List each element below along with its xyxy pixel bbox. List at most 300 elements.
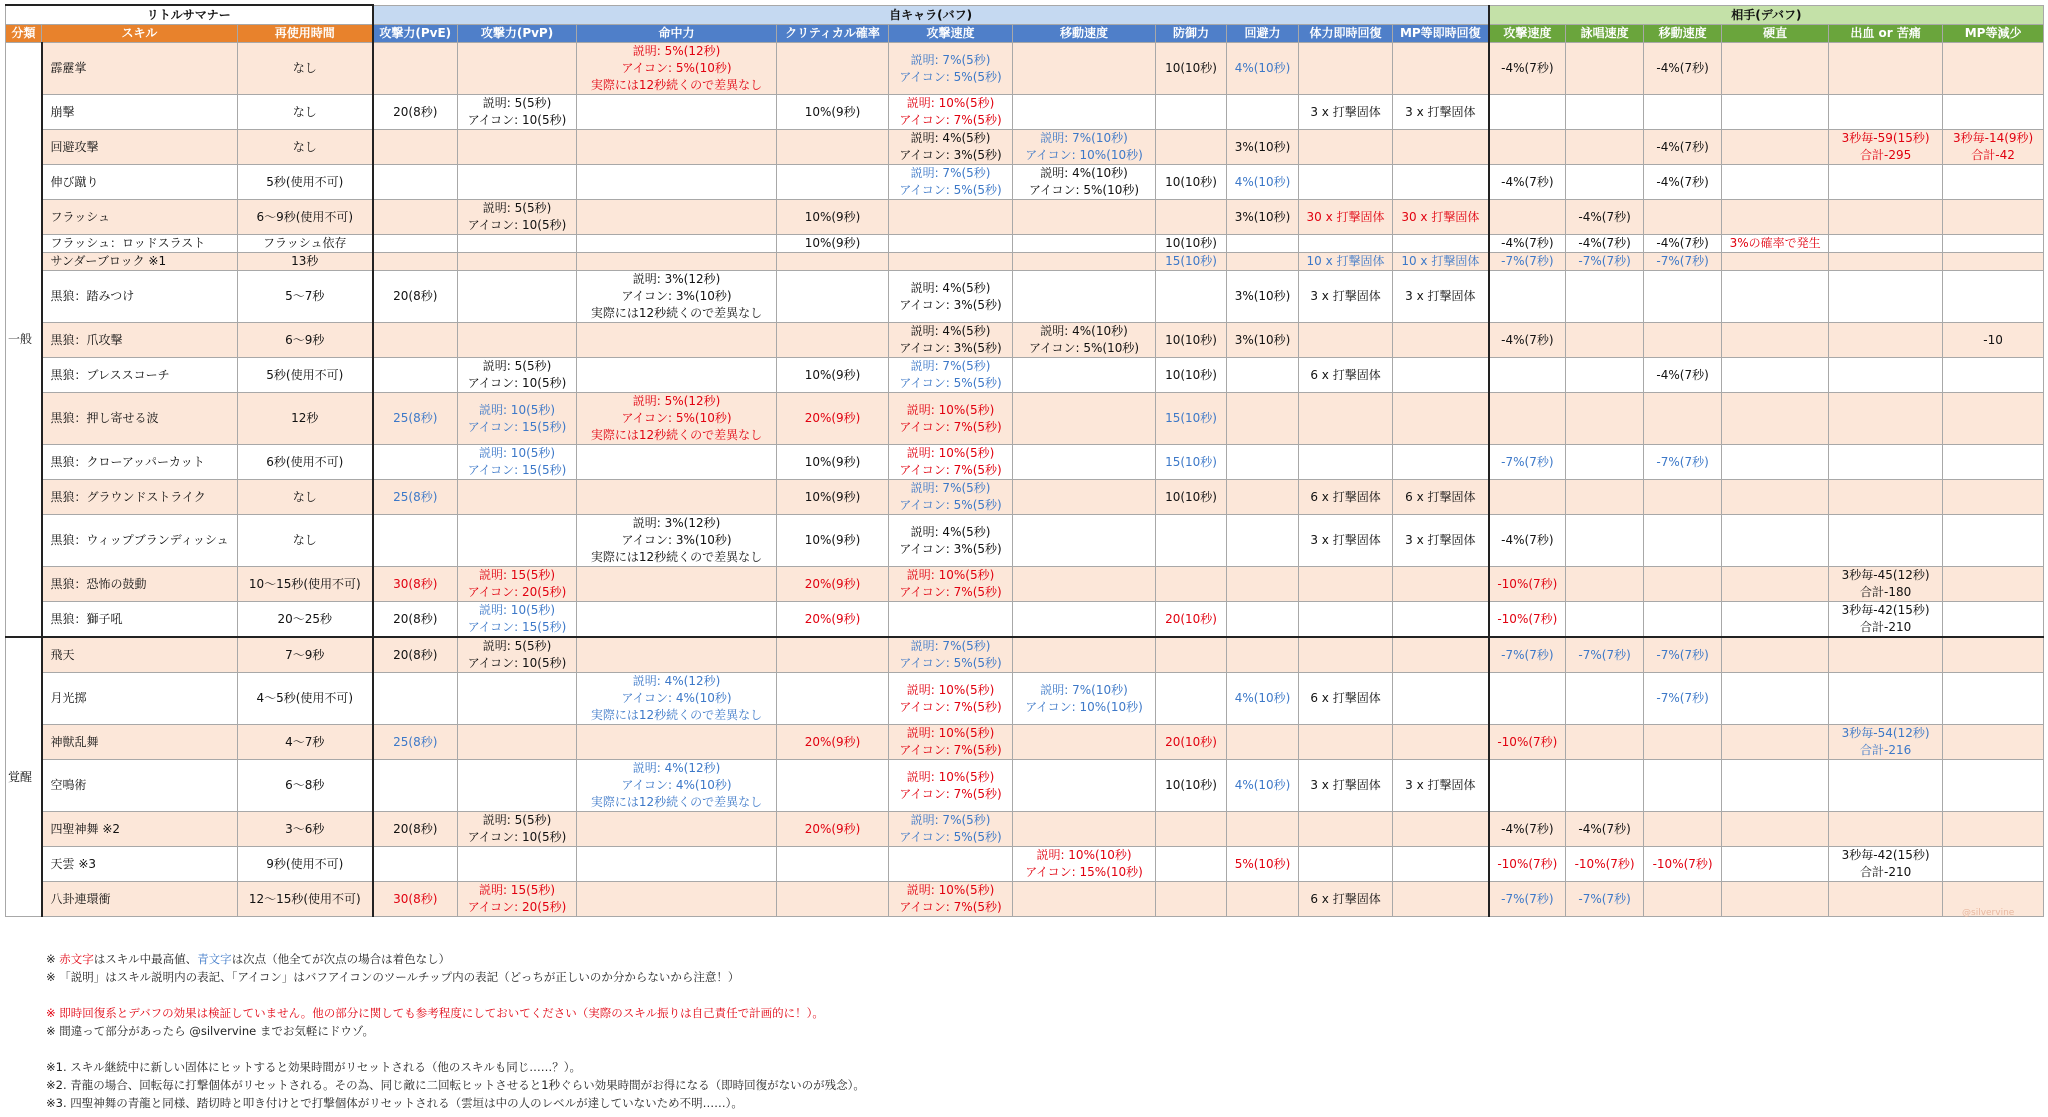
value-cell [1156, 725, 1227, 760]
value-cell [1566, 130, 1644, 165]
skill-name: 天雲 ※3 [42, 847, 238, 882]
cooldown: 12秒 [238, 393, 373, 445]
value-cell: 3 x 打撃固体 [1393, 271, 1489, 323]
value-cell [1489, 673, 1566, 725]
value-cell [1299, 567, 1393, 602]
value-cell [1644, 253, 1722, 271]
skill-name: 空鳴術 [42, 760, 238, 812]
value-cell [458, 393, 577, 445]
value-cell [889, 725, 1013, 760]
value-cell [1227, 882, 1299, 917]
value-line: 説明: 10%(5秒) [906, 568, 995, 582]
value-line: アイコン: 7%(5秒) [899, 585, 1002, 599]
value-line: アイコン: 10%(10秒) [1025, 699, 1143, 714]
value-cell [1644, 95, 1722, 130]
value-line: 説明: 4%(5秒) [910, 131, 991, 145]
value-line: 説明: 4%(10秒) [1040, 166, 1128, 180]
value-line: 4%(10秒) [1234, 174, 1291, 189]
table-row [6, 847, 2044, 882]
value-cell [1299, 725, 1393, 760]
value-cell [1943, 200, 2044, 235]
value-cell [1393, 253, 1489, 271]
value-cell [1393, 602, 1489, 638]
value-cell [1943, 43, 2044, 95]
value-line: アイコン: 3%(5秒) [899, 297, 1002, 312]
value-cell [889, 515, 1013, 567]
value-cell [577, 130, 777, 165]
value-line: -10%(7秒) [1574, 856, 1635, 871]
value-cell [577, 95, 777, 130]
value-line: 25(8秒) [393, 734, 438, 749]
table-row [6, 637, 2044, 673]
value-cell [1644, 882, 1722, 917]
skill-name: 伸び蹴り [42, 165, 238, 200]
value-line: 5%(10秒) [1234, 856, 1291, 871]
value-line: -7%(7秒) [1501, 647, 1554, 662]
cooldown: 6～8秒 [238, 760, 373, 812]
table-row [6, 567, 2044, 602]
value-cell [889, 393, 1013, 445]
footnote-segment: ※ [46, 952, 60, 966]
value-cell [1299, 130, 1393, 165]
value-cell [1644, 725, 1722, 760]
value-cell [1943, 673, 2044, 725]
value-cell [1013, 253, 1156, 271]
footnote-line [46, 1022, 865, 1040]
value-cell [373, 882, 458, 917]
value-cell [577, 393, 777, 445]
cooldown: 5秒(使用不可) [238, 165, 373, 200]
value-cell [1227, 95, 1299, 130]
value-cell [1829, 165, 1943, 200]
column-header: 出血 or 苦痛 [1829, 25, 1943, 43]
value-line: 15(10秒) [1165, 254, 1217, 268]
value-line: アイコン: 10(5秒) [467, 113, 567, 127]
value-line: 20%(9秒) [804, 821, 861, 836]
value-cell [1227, 602, 1299, 638]
value-cell [1393, 847, 1489, 882]
value-line: 説明: 4%(5秒) [910, 280, 991, 295]
value-cell [373, 323, 458, 358]
column-header: スキル [42, 25, 238, 43]
value-cell [1299, 602, 1393, 638]
skill-name: 崩撃 [42, 95, 238, 130]
value-cell: 6 x 打撃固体 [1299, 882, 1393, 917]
value-cell [458, 271, 577, 323]
value-line: 4%(10秒) [1234, 691, 1291, 705]
value-cell [1013, 323, 1156, 358]
skill-name: サンダーブロック ※1 [42, 253, 238, 271]
value-line: 合計-216 [1859, 743, 1912, 757]
value-cell [1013, 358, 1156, 393]
value-cell [1943, 393, 2044, 445]
value-line: アイコン: 3%(10秒) [621, 533, 732, 547]
value-cell [1722, 480, 1829, 515]
value-line: 15(10秒) [1165, 454, 1217, 469]
value-cell [1566, 393, 1644, 445]
value-line: 説明: 10%(5秒) [906, 402, 995, 417]
value-line: -7%(7秒) [1656, 454, 1709, 469]
value-cell [777, 165, 889, 200]
value-cell [1299, 812, 1393, 847]
value-line: -7%(7秒) [1656, 691, 1709, 705]
value-line: 実際には12秒続くので差異なし [590, 78, 763, 92]
skill-name: 黒狼：獅子吼 [42, 602, 238, 638]
value-line: 説明: 7%(5秒) [910, 481, 991, 495]
column-header: 攻撃速度 [1489, 25, 1566, 43]
value-line: アイコン: 7%(5秒) [899, 419, 1002, 434]
column-header: クリティカル確率 [777, 25, 889, 43]
value-cell [1566, 515, 1644, 567]
value-cell [1722, 253, 1829, 271]
value-line: 説明: 3%(12秒) [632, 516, 721, 530]
value-line: -7%(7秒) [1578, 891, 1631, 906]
cooldown: なし [238, 130, 373, 165]
value-line: 合計-210 [1859, 620, 1912, 634]
value-line: アイコン: 10%(10秒) [1025, 148, 1143, 162]
value-cell [1829, 323, 1943, 358]
column-header-row [6, 25, 2044, 43]
value-line: アイコン: 7%(5秒) [899, 743, 1002, 757]
value-cell [1644, 200, 1722, 235]
value-line: 説明: 15(5秒) [478, 568, 556, 582]
value-cell: 3%(10秒) [1227, 323, 1299, 358]
footnote-line [46, 1040, 865, 1058]
skill-name: 黒狼：恐怖の鼓動 [42, 567, 238, 602]
value-line: 説明: 5%(12秒) [632, 394, 721, 408]
value-cell [777, 673, 889, 725]
value-line: アイコン: 15%(10秒) [1025, 865, 1143, 879]
cooldown: 6秒(使用不可) [238, 445, 373, 480]
value-line: 3秒毎-14(9秒) [1952, 131, 2034, 145]
cooldown: 5秒(使用不可) [238, 358, 373, 393]
value-cell [577, 271, 777, 323]
value-line: 説明: 7%(10秒) [1040, 131, 1128, 145]
value-line: アイコン: 5%(5秒) [899, 183, 1002, 197]
value-cell [577, 673, 777, 725]
value-cell [1299, 235, 1393, 253]
cooldown: 5～7秒 [238, 271, 373, 323]
table-row [6, 812, 2044, 847]
value-cell [458, 235, 577, 253]
cooldown: 9秒(使用不可) [238, 847, 373, 882]
value-cell [373, 393, 458, 445]
value-cell [1489, 358, 1566, 393]
value-cell [577, 812, 777, 847]
value-cell [1227, 725, 1299, 760]
value-line: -10%(7秒) [1497, 856, 1558, 871]
column-header: 防御力 [1156, 25, 1227, 43]
value-line: 実際には12秒続くので差異なし [590, 795, 763, 809]
value-cell: 3 x 打撃固体 [1299, 760, 1393, 812]
value-cell [1156, 393, 1227, 445]
value-cell [1013, 271, 1156, 323]
value-cell [458, 323, 577, 358]
value-line: 4%(10秒) [1234, 61, 1291, 75]
value-cell [1943, 847, 2044, 882]
value-cell [577, 165, 777, 200]
value-cell [373, 165, 458, 200]
value-line: -7%(7秒) [1656, 647, 1709, 662]
category-cell: 一般 [6, 43, 42, 638]
footnote-line [46, 1076, 865, 1094]
footnote-line [46, 1058, 865, 1076]
value-cell: -4%(7秒) [1489, 235, 1566, 253]
value-cell [1156, 95, 1227, 130]
value-line: アイコン: 4%(10秒) [621, 778, 732, 792]
value-cell [1566, 847, 1644, 882]
value-cell [1489, 95, 1566, 130]
value-cell [889, 602, 1013, 638]
value-cell: 3 x 打撃固体 [1299, 515, 1393, 567]
value-cell [1943, 235, 2044, 253]
value-line: -10%(7秒) [1497, 611, 1558, 626]
table-row [6, 480, 2044, 515]
value-cell [458, 567, 577, 602]
value-cell [889, 445, 1013, 480]
value-cell: 10%(9秒) [777, 445, 889, 480]
value-line: アイコン: 3%(5秒) [899, 341, 1002, 355]
value-cell: -4%(7秒) [1489, 323, 1566, 358]
value-cell [1722, 165, 1829, 200]
value-cell [373, 515, 458, 567]
value-cell [1943, 253, 2044, 271]
value-cell [1489, 847, 1566, 882]
value-cell [1943, 358, 2044, 393]
footnotes [46, 950, 865, 1112]
value-cell [577, 358, 777, 393]
value-cell [889, 95, 1013, 130]
category-cell: 覚醒 [6, 637, 42, 917]
value-cell [1227, 253, 1299, 271]
value-cell [373, 480, 458, 515]
cooldown: 7～9秒 [238, 637, 373, 673]
value-cell [1489, 253, 1566, 271]
value-line: 合計-42 [1971, 148, 2015, 162]
value-cell [1943, 725, 2044, 760]
value-cell [577, 515, 777, 567]
value-cell [1489, 637, 1566, 673]
cooldown: なし [238, 43, 373, 95]
value-cell [577, 637, 777, 673]
value-line: -7%(7秒) [1578, 254, 1631, 268]
value-line: アイコン: 7%(5秒) [899, 786, 1002, 801]
value-line: 4%(10秒) [1234, 778, 1291, 792]
value-line: 合計-295 [1859, 148, 1912, 162]
value-cell [1722, 725, 1829, 760]
value-cell [1644, 480, 1722, 515]
column-header: 再使用時間 [238, 25, 373, 43]
value-cell [577, 882, 777, 917]
value-cell [1156, 253, 1227, 271]
value-cell [1644, 602, 1722, 638]
value-cell: -4%(7秒) [1566, 200, 1644, 235]
value-line: アイコン: 5%(10秒) [621, 411, 732, 425]
table-row [6, 445, 2044, 480]
group-target-debuff: 相手(デバフ) [1489, 5, 2044, 25]
value-line: アイコン: 20(5秒) [467, 900, 567, 914]
value-cell: -4%(7秒) [1566, 235, 1644, 253]
skill-name: 黒狼：グラウンドストライク [42, 480, 238, 515]
value-cell [1489, 760, 1566, 812]
value-cell [1722, 567, 1829, 602]
value-cell [1156, 812, 1227, 847]
value-cell [458, 760, 577, 812]
value-cell: 3 x 打撃固体 [1393, 515, 1489, 567]
value-cell: 20(8秒) [373, 637, 458, 673]
cooldown: 4～5秒(使用不可) [238, 673, 373, 725]
value-line: アイコン: 20(5秒) [467, 585, 567, 599]
value-cell [1156, 271, 1227, 323]
value-cell [777, 602, 889, 638]
value-cell [1489, 602, 1566, 638]
value-line: 合計-180 [1859, 585, 1912, 599]
value-cell [1393, 725, 1489, 760]
skill-name: 黒狼：ウィップブランディッシュ [42, 515, 238, 567]
value-cell: 6 x 打撃固体 [1299, 480, 1393, 515]
value-line: 30 x 打撃固体 [1306, 209, 1385, 224]
value-cell [373, 673, 458, 725]
value-line: 説明: 3%(12秒) [632, 272, 721, 286]
cooldown: なし [238, 480, 373, 515]
value-cell [577, 43, 777, 95]
value-line: 説明: 4%(12秒) [632, 674, 721, 688]
value-cell [1013, 445, 1156, 480]
value-cell [577, 602, 777, 638]
value-cell [1829, 445, 1943, 480]
value-line: 10 x 打撃固体 [1401, 254, 1480, 268]
value-cell [1227, 445, 1299, 480]
value-cell: -4%(7秒) [1489, 43, 1566, 95]
value-cell [889, 480, 1013, 515]
value-cell [1829, 602, 1943, 638]
value-line: -7%(7秒) [1578, 647, 1631, 662]
value-cell [1566, 95, 1644, 130]
value-cell [1722, 200, 1829, 235]
skill-name: 飛天 [42, 637, 238, 673]
value-cell [1829, 882, 1943, 917]
value-cell [1156, 847, 1227, 882]
value-cell: 3 x 打撃固体 [1393, 95, 1489, 130]
value-cell [1013, 200, 1156, 235]
value-cell [1013, 235, 1156, 253]
value-cell [458, 43, 577, 95]
value-line: アイコン: 15(5秒) [467, 620, 567, 634]
value-cell: 3%(10秒) [1227, 130, 1299, 165]
value-cell [1393, 567, 1489, 602]
value-cell [1644, 271, 1722, 323]
value-line: -10%(7秒) [1497, 734, 1558, 749]
value-cell: -4%(7秒) [1644, 235, 1722, 253]
value-cell [1722, 393, 1829, 445]
value-cell [1722, 358, 1829, 393]
value-cell [777, 812, 889, 847]
value-cell: 20(8秒) [373, 602, 458, 638]
value-line: 実際には12秒続くので差異なし [590, 428, 763, 442]
value-cell [1829, 637, 1943, 673]
value-cell [373, 847, 458, 882]
value-cell [458, 445, 577, 480]
value-line: 説明: 7%(10秒) [1040, 682, 1128, 697]
value-cell: -4%(7秒) [1489, 515, 1566, 567]
value-cell [1829, 725, 1943, 760]
skill-table [5, 4, 2044, 917]
table-row [6, 882, 2044, 917]
value-line: アイコン: 5%(5秒) [899, 830, 1002, 844]
value-line: 説明: 4%(12秒) [632, 761, 721, 775]
value-line: -7%(7秒) [1501, 454, 1554, 469]
value-cell [1227, 43, 1299, 95]
column-header: 体力即時回復 [1299, 25, 1393, 43]
value-cell [1829, 130, 1943, 165]
value-cell [777, 847, 889, 882]
value-cell [1299, 393, 1393, 445]
skill-name: 黒狼：クローアッパーカット [42, 445, 238, 480]
value-cell [458, 725, 577, 760]
value-line: アイコン: 10(5秒) [467, 376, 567, 390]
value-cell [458, 847, 577, 882]
value-cell [1644, 847, 1722, 882]
value-cell [1722, 602, 1829, 638]
value-cell [1943, 130, 2044, 165]
value-cell [889, 358, 1013, 393]
value-line: 20(10秒) [1165, 611, 1217, 626]
value-cell [458, 673, 577, 725]
value-cell [1566, 445, 1644, 480]
skill-name: 黒狼：押し寄せる波 [42, 393, 238, 445]
value-cell [1943, 637, 2044, 673]
value-cell [889, 130, 1013, 165]
value-cell [1829, 515, 1943, 567]
column-header: 詠唱速度 [1566, 25, 1644, 43]
value-line: 3秒毎-59(15秒) [1841, 131, 1930, 145]
value-cell: 10%(9秒) [777, 358, 889, 393]
value-cell [1393, 323, 1489, 358]
value-cell [1644, 760, 1722, 812]
value-line: 説明: 10%(10秒) [1036, 848, 1132, 862]
value-line: アイコン: 15(5秒) [467, 419, 567, 434]
table-row [6, 323, 2044, 358]
value-cell [458, 602, 577, 638]
value-cell [1489, 445, 1566, 480]
column-header: 回避力 [1227, 25, 1299, 43]
value-cell [1943, 445, 2044, 480]
value-cell [577, 847, 777, 882]
value-cell: 20(8秒) [373, 95, 458, 130]
value-line: 説明: 10%(5秒) [906, 682, 995, 697]
value-cell [889, 271, 1013, 323]
value-cell: -4%(7秒) [1566, 812, 1644, 847]
footnote-segment: ※ 即時回復系とデバフの効果は検証していません。他の部分に関しても参考程度にしておいてください（実際のスキル振りは自己責任で計画的に！）。 [46, 1006, 824, 1020]
value-cell [1227, 165, 1299, 200]
value-cell [458, 130, 577, 165]
value-cell [1013, 567, 1156, 602]
sheet-title: リトルサマナー [6, 5, 373, 25]
value-cell [777, 253, 889, 271]
value-cell [1393, 812, 1489, 847]
value-line: 3秒毎-45(12秒) [1841, 568, 1930, 582]
value-cell [889, 165, 1013, 200]
value-cell [1393, 358, 1489, 393]
value-cell: -10 [1943, 323, 2044, 358]
value-cell [777, 323, 889, 358]
value-cell [889, 882, 1013, 917]
cooldown: 12～15秒(使用不可) [238, 882, 373, 917]
value-cell [1566, 567, 1644, 602]
value-cell [1013, 130, 1156, 165]
value-cell [1227, 515, 1299, 567]
value-cell [889, 567, 1013, 602]
